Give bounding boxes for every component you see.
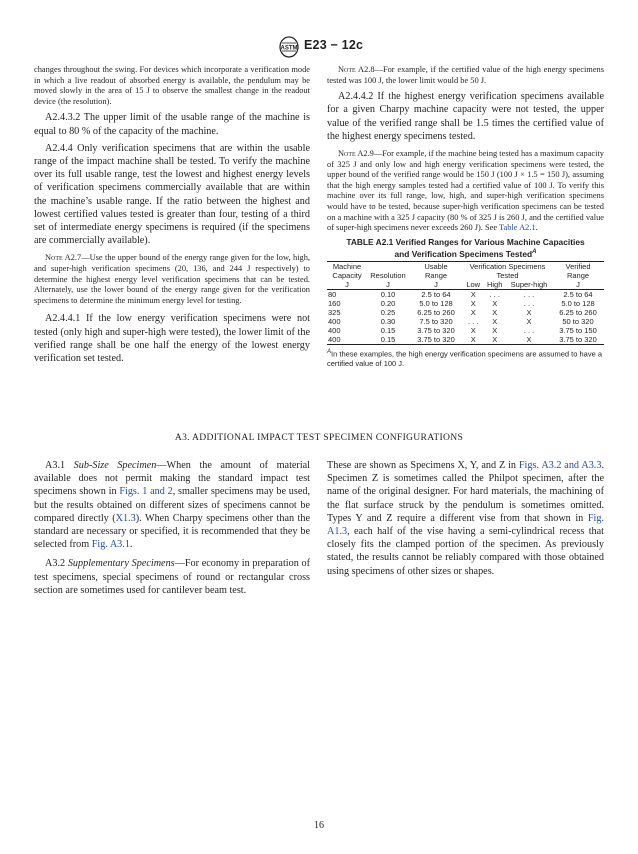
- continued-paragraph: changes throughout the swing. For devices which incorporate a verification mode in which a live readout of absorbed energy is available, the pendulum may be moved slowly in the area of 15 J to observe the smallest change in the readout device (the resolution).: [34, 65, 310, 106]
- table-title-sup: A: [532, 249, 537, 256]
- table-title-line1: TABLE A2.1 Verified Ranges for Various Machine Capacities: [346, 236, 585, 247]
- table-title-line2: and Verification Specimens Tested: [394, 248, 533, 259]
- table-row: 160 0.20 5.0 to 128 X X . . . 5.0 to 128: [328, 299, 595, 309]
- a32-title: Supplementary Specimens: [67, 558, 175, 570]
- col-low: Low: [466, 280, 481, 290]
- right-column-top: [327, 65, 604, 368]
- astm-logo-icon: [279, 36, 299, 58]
- table-row: 400 0.30 7.5 to 320 . . . X X 50 to 320: [328, 317, 594, 327]
- left-column-top: [34, 65, 310, 365]
- section-heading-a3: A3. ADDITIONAL IMPACT TEST SPECIMEN CONFIGURATIONS: [174, 432, 464, 443]
- col-superhigh: Super-high: [510, 280, 548, 290]
- paragraph-a31: A3.1 Sub-Size Specimen—When the amount of material available does not permit making the standard impact test specimens shown in Figs. 1 and 2, smaller specimens may be used, but the results obtained on different sizes of specimens cannot be compared directly (X1.3). When Charpy specimens other than the standard are necessary or specified, it is recommended that they be selected from Fig. A3.1.: [34, 460, 311, 551]
- fig-a13-link[interactable]: Fig. A1.3: [327, 512, 604, 538]
- paragraph-a2441: A2.4.4.1 If the low energy verification specimens were not tested (only high and super-high were tested), the lower limit of the verified range shall be one half the energy of the lowest energy verification set tested.: [34, 313, 310, 364]
- note-a28-text: —For example, if the certified value of the high energy specimens tested was 100 J, the lower limit would be 50 J.: [327, 65, 604, 85]
- table-row: 400 0.15 3.75 to 320 X X . . . 3.75 to 150: [328, 326, 597, 336]
- col-high: High: [486, 280, 503, 290]
- paragraph-a2432: A2.4.3.2 The upper limit of the usable range of the machine is equal to 80 % of the capacity of the machine.: [34, 112, 310, 137]
- table-row: 325 0.25 6.25 to 260 X X X 6.25 to 260: [328, 308, 597, 318]
- col-usable: Usable Range J: [424, 262, 448, 290]
- note-a27-label: Note A2.7: [45, 253, 82, 263]
- footnote-text: In these examples, the high energy verification specimens are assumed to have a certified value of 100 J.: [327, 349, 603, 368]
- note-a28-label: Note A2.8: [338, 65, 375, 74]
- paragraph-a32: A3.2 Supplementary Specimens—For economy in preparation of test specimens, special specimens of round or rectangular cross section are sometimes used for cantilever beam test.: [34, 558, 310, 596]
- paragraph-a244: A2.4.4 Only verification specimens that are within the usable range of the impact machine shall be tested. To verify the machine over its full usable range, test the lowest and highest energy levels of verification specimens commercially available that are within the machine’s usable range. If the ratio between the highest and lowest certified values tested is greater than four, testing of a third set of intermediate energy specimens is required (if the specimens are commercially available).: [34, 142, 310, 247]
- paragraph-a2442: A2.4.4.2 If the highest energy verification specimens available for a given Charpy machine capacity were not tested, the upper value of the verified range shall be 1.5 times the certified value of the highest energy specimens tested.: [327, 91, 604, 142]
- col-verification: Verification Specimens Tested: [469, 262, 546, 281]
- standard-number: E23 − 12c: [304, 38, 364, 52]
- col-capacity: Machine Capacity J: [332, 262, 362, 290]
- table-footnote: [327, 348, 604, 368]
- paragraph-a32-cont: These are shown as Specimens X, Y, and Z in Figs. A3.2 and A3.3. Specimen Z is sometimes called the Philpot specimen, after the name of the original designer. For hard materials, the machining of the flat surface struck by the pendulum is sometimes omitted. Types Y and Z require a different vise from that shown in Fig. A1.3, each half of the vise having a semi-cylindrical recess that closely fits the clamped portion of the specimen. As previously stated, the results cannot be reliably compared with those obtained using specimens of other sizes or shapes.: [327, 460, 604, 577]
- col-resolution: Resolution J: [370, 271, 406, 290]
- note-a29-end: .: [535, 223, 538, 233]
- x13-link[interactable]: X1.3: [115, 512, 136, 524]
- right-column-bottom: [327, 459, 604, 578]
- table-row: 400 0.15 3.75 to 320 X X X 3.75 to 320: [327, 335, 604, 345]
- footnote-sup: A: [327, 349, 332, 356]
- note-a29-text: —For example, if the machine being tested has a maximum capacity of 325 J and only low and high energy verification specimens were tested, the upper bound of the verified range would be 150 J (100 J × 1.5 = 150 J), assuming that the high energy samples tested had a certified value of 100 J. To verify this machine over its full range, low, high, and super-high verification specimens would have to be tested, because super-high verification specimens can be tested on a machine with a 325 J capacity (80 % of 325 J is 260 J, and the certified value of super-high specimens never exceeds 260 J). See: [327, 149, 604, 233]
- page-number: 16: [314, 820, 324, 831]
- verified-ranges-table: [327, 261, 604, 345]
- figs-1-2-link[interactable]: Figs. 1 and 2: [119, 486, 173, 498]
- svg-text:ASTM: ASTM: [280, 45, 298, 52]
- left-column-bottom: [34, 459, 310, 597]
- a31-title: Sub-Size Specimen: [73, 460, 157, 471]
- note-a29: [327, 149, 604, 234]
- fig-a31-link[interactable]: Fig. A3.1: [91, 539, 130, 551]
- note-a27: [34, 253, 310, 306]
- page-header: [0, 36, 638, 60]
- note-a29-label: Note A2.9: [338, 149, 374, 158]
- table-a21-link[interactable]: Table A2.1: [499, 223, 536, 233]
- figs-a32-a33-link[interactable]: Figs. A3.2 and A3.3: [518, 460, 602, 471]
- note-a28: [327, 65, 604, 86]
- note-a27-text: —Use the upper bound of the energy range given for the low, high, and super-high verification specimens (20, 136, and 244 J respectively) to determine the highest energy level verification specimens that can be tested. Alternately, use the lower bound of the energy range given for the verification specimens to determine the minimum energy level for testing.: [34, 253, 310, 305]
- table-row: 80 0.10 2.5 to 64 X . . . . . . 2.5 to 64: [328, 290, 593, 300]
- col-verified: Verified Range J: [565, 262, 591, 290]
- table-title: [327, 237, 604, 260]
